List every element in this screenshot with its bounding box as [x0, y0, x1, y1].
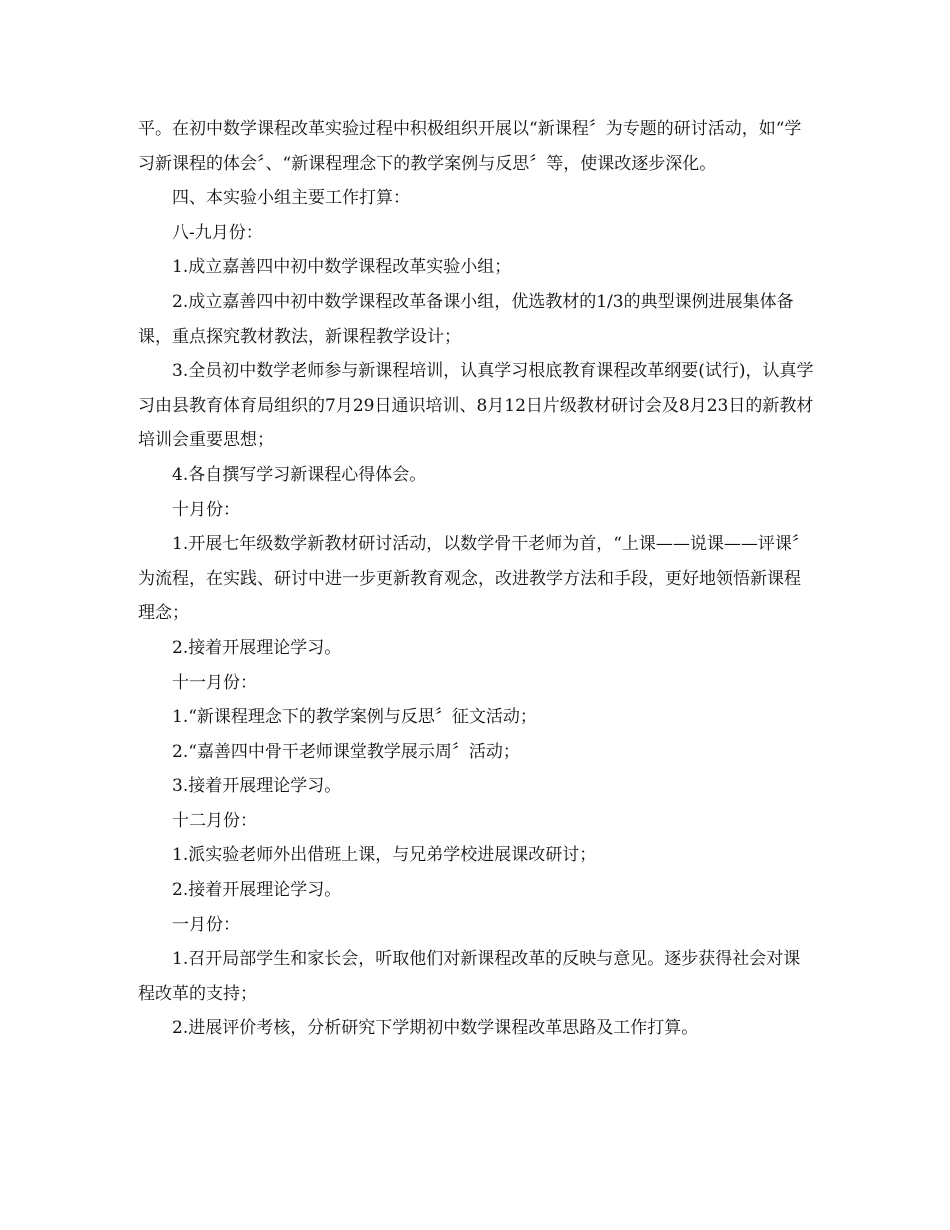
month-heading: 十月份：	[172, 499, 240, 520]
paragraph: 平。在初中数学课程改革实验过程中积极组织开展以“新课程〞为专题的研讨活动，如“学习新课程的体会〞、“新课程理念下的教学案例与反思〞等，使课改逐步深化。	[138, 119, 802, 174]
list-item: 2.接着开展理论学习。	[172, 637, 342, 658]
list-item: 4.各自撰写学习新课程心得体会。	[172, 464, 427, 485]
list-item: 1.成立嘉善四中初中数学课程改革实验小组；	[172, 257, 512, 278]
list-item: 1.召开局部学生和家长会，听取他们对新课程改革的反映与意见。逐步获得社会对课程改革的支持；	[138, 949, 801, 1004]
list-item: 2.进展评价考核，分析研究下学期初中数学课程改革思路及工作打算。	[172, 1018, 699, 1039]
section-heading: 四、本实验小组主要工作打算：	[172, 188, 410, 209]
list-item: 2.成立嘉善四中初中数学课程改革备课小组，优选教材的1/3的典型课例进展集体备课，重点探究教材教法，新课程教学设计；	[138, 291, 794, 347]
month-heading: 十一月份：	[172, 672, 257, 693]
list-item: 2.接着开展理论学习。	[172, 880, 342, 901]
list-item: 1.“新课程理念下的教学案例与反思〞征文活动；	[172, 707, 537, 728]
month-heading: 八-九月份：	[172, 222, 263, 243]
list-item: 1.开展七年级数学新教材研讨活动，以数学骨干老师为首，“上课——说课——评课〞为流程，在实践、研讨中进一步更新教育观念，改进教学方法和手段，更好地领悟新课程理念；	[138, 534, 809, 624]
list-item: 3.接着开展理论学习。	[172, 776, 342, 797]
list-item: 2.“嘉善四中骨干老师课堂教学展示周〞活动；	[172, 741, 520, 762]
list-item: 1.派实验老师外出借班上课，与兄弟学校进展课改研讨；	[172, 845, 597, 866]
list-item: 3.全员初中数学老师参与新课程培训，认真学习根底教育课程改革纲要(试行)，认真学习由县教育体育局组织的7月29日通识培训、8月12日片级教材研讨会及8月23日的新教材培训会重要思想；	[138, 361, 814, 451]
document-body	[138, 112, 814, 1046]
month-heading: 十二月份：	[172, 810, 257, 831]
month-heading: 一月份：	[172, 914, 240, 935]
